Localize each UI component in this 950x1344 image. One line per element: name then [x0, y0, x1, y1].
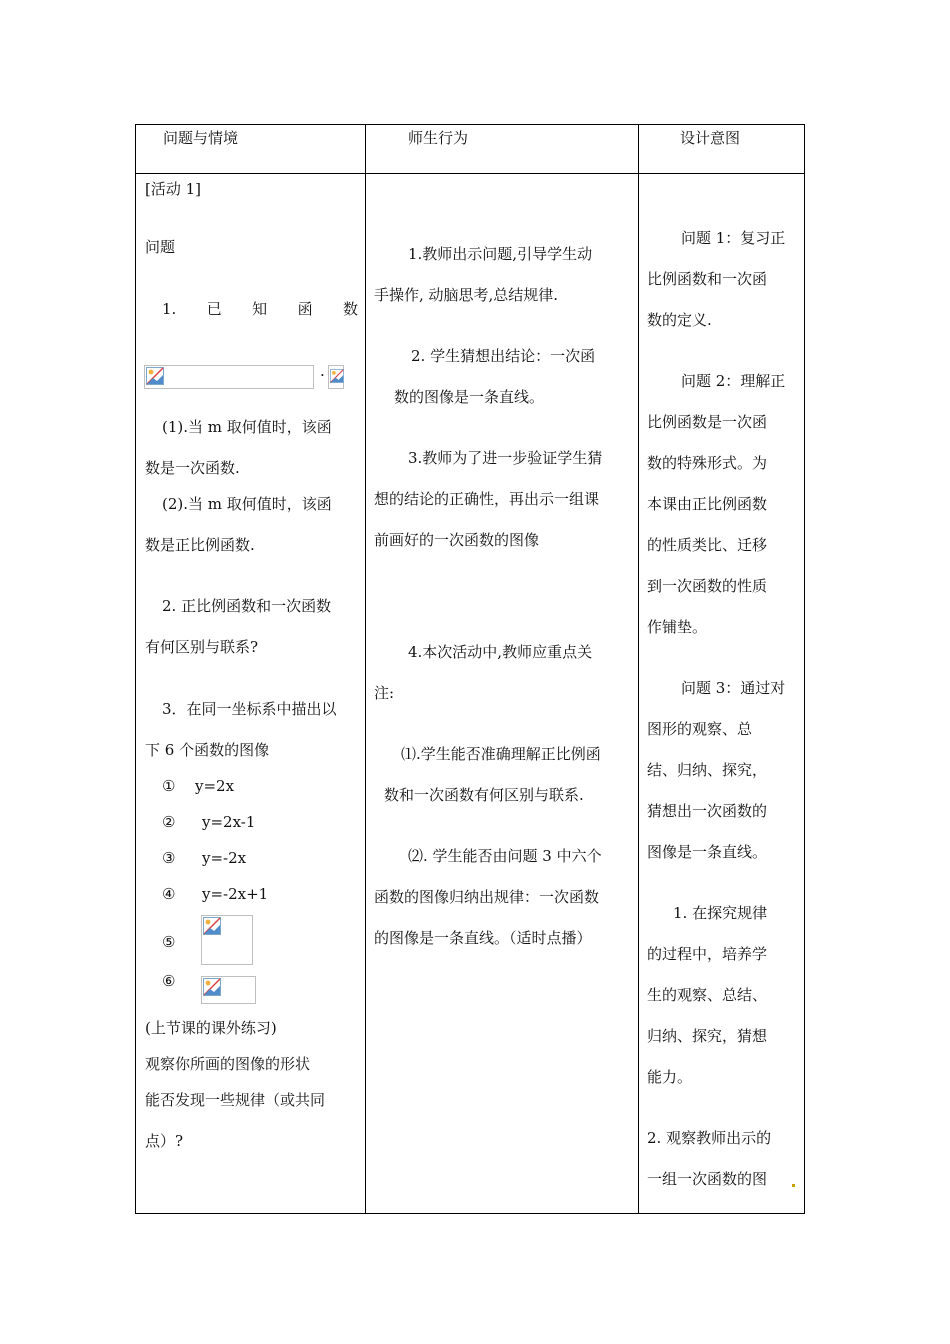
- broken-image-icon: [146, 367, 164, 385]
- intent-a2-line4: 本课由正比例函数: [647, 495, 768, 513]
- q2-line2: 有何区别与联系?: [145, 638, 259, 656]
- q2-line1: 2. 正比例函数和一次函数: [162, 597, 332, 615]
- intent-a1-line3: 数的定义.: [647, 311, 712, 329]
- function-expr: y=-2x: [202, 849, 247, 867]
- function-image-placeholder: [201, 976, 256, 1004]
- formula-image-placeholder-small: [328, 365, 344, 389]
- function-num: ④: [162, 885, 176, 903]
- behavior-p2-line2: 数的图像是一条直线。: [394, 388, 545, 406]
- behavior-p6-line2: 函数的图像归纳出规律：一次函数: [374, 888, 600, 906]
- intent-b1-line3: 生的观察、总结、: [647, 986, 768, 1004]
- observe-line1: 观察你所画的图像的形状: [145, 1055, 311, 1073]
- intent-b2-line2: 一组一次函数的图: [647, 1170, 768, 1188]
- q1-sub2-line1: (2).当 m 取何值时，该函: [162, 495, 332, 513]
- function-num: ⑤: [162, 933, 176, 951]
- intent-a1-line2: 比例函数和一次函: [647, 270, 768, 288]
- behavior-p5-line1: ⑴.学生能否准确理解正比例函: [401, 745, 601, 763]
- function-num: ③: [162, 849, 176, 867]
- activity-label: [活动 1]: [145, 180, 202, 198]
- intent-a2-line5: 的性质类比、迁移: [647, 536, 768, 554]
- header-design-intent: 设计意图: [680, 129, 741, 147]
- function-num: ⑥: [162, 972, 176, 990]
- intent-b1-line5: 能力。: [647, 1068, 693, 1086]
- broken-image-icon: [330, 367, 344, 385]
- text-cursor-mark: [792, 1184, 795, 1187]
- function-image-placeholder: [201, 915, 253, 965]
- function-expr: y=2x: [195, 777, 235, 795]
- q1-text: 1. 已 知 函 数: [162, 300, 358, 318]
- intent-a2-line6: 到一次函数的性质: [647, 577, 768, 595]
- observe-line3: 点）?: [145, 1132, 184, 1150]
- intent-b1-line2: 的过程中，培养学: [647, 945, 768, 963]
- intent-a3-line2: 图形的观察、总: [647, 720, 753, 738]
- q1-sub1-line2: 数是一次函数.: [145, 459, 240, 477]
- q3-line1: 3．在同一坐标系中描出以: [162, 700, 337, 718]
- intent-a1-line1: 问题 1：复习正: [681, 229, 786, 247]
- q1-sub1-line1: (1).当 m 取何值时，该函: [162, 418, 332, 436]
- intent-a3-line5: 图像是一条直线。: [647, 843, 768, 861]
- intent-a2-line1: 问题 2：理解正: [681, 372, 786, 390]
- intent-a2-line2: 比例函数是一次函: [647, 413, 768, 431]
- intent-a3-line1: 问题 3：通过对: [681, 679, 786, 697]
- formula-dot: ·: [320, 366, 325, 384]
- behavior-p5-line2: 数和一次函数有何区别与联系.: [384, 786, 584, 804]
- broken-image-icon: [203, 917, 221, 935]
- header-divider: [136, 173, 804, 174]
- behavior-p3-line2: 想的结论的正确性，再出示一组课: [374, 490, 600, 508]
- intent-b2-line1: 2. 观察教师出示的: [647, 1129, 772, 1147]
- problem-label: 问题: [145, 238, 176, 256]
- function-num: ②: [162, 813, 176, 831]
- header-teacher-student-behavior: 师生行为: [408, 129, 469, 147]
- function-expr: y=-2x+1: [202, 885, 269, 903]
- behavior-p1-line2: 手操作, 动脑思考,总结规律.: [374, 286, 559, 304]
- observe-line2: 能否发现一些规律（或共同: [145, 1091, 326, 1109]
- homework-note: (上节课的课外练习): [145, 1019, 277, 1037]
- function-num: ①: [162, 777, 176, 795]
- header-problem-situation: 问题与情境: [163, 129, 239, 147]
- behavior-p3-line1: 3.教师为了进一步验证学生猜: [408, 449, 603, 467]
- lesson-table: [135, 124, 805, 1214]
- intent-a2-line3: 数的特殊形式。为: [647, 454, 768, 472]
- behavior-p4-line2: 注:: [374, 684, 395, 702]
- broken-image-icon: [203, 978, 221, 996]
- q1-sub2-line2: 数是正比例函数.: [145, 536, 255, 554]
- behavior-p1-line1: 1.教师出示问题,引导学生动: [408, 245, 593, 263]
- intent-a3-line4: 猜想出一次函数的: [647, 802, 768, 820]
- intent-a3-line3: 结、归纳、探究，: [647, 761, 768, 779]
- behavior-p6-line1: ⑵. 学生能否由问题 3 中六个: [408, 847, 602, 865]
- behavior-p4-line1: 4.本次活动中,教师应重点关: [408, 643, 593, 661]
- intent-a2-line7: 作铺垫。: [647, 618, 708, 636]
- intent-b1-line1: 1. 在探究规律: [673, 904, 768, 922]
- behavior-p6-line3: 的图像是一条直线。（适时点播）: [374, 929, 592, 947]
- behavior-p3-line3: 前画好的一次函数的图像: [374, 531, 540, 549]
- q3-line2: 下 6 个函数的图像: [145, 741, 270, 759]
- behavior-p2-line1: 2. 学生猜想出结论：一次函: [411, 347, 596, 365]
- intent-b1-line4: 归纳、探究，猜想: [647, 1027, 768, 1045]
- function-expr: y=2x-1: [202, 813, 256, 831]
- column-divider: [638, 125, 639, 1213]
- column-divider: [365, 125, 366, 1213]
- formula-image-placeholder: [144, 365, 314, 389]
